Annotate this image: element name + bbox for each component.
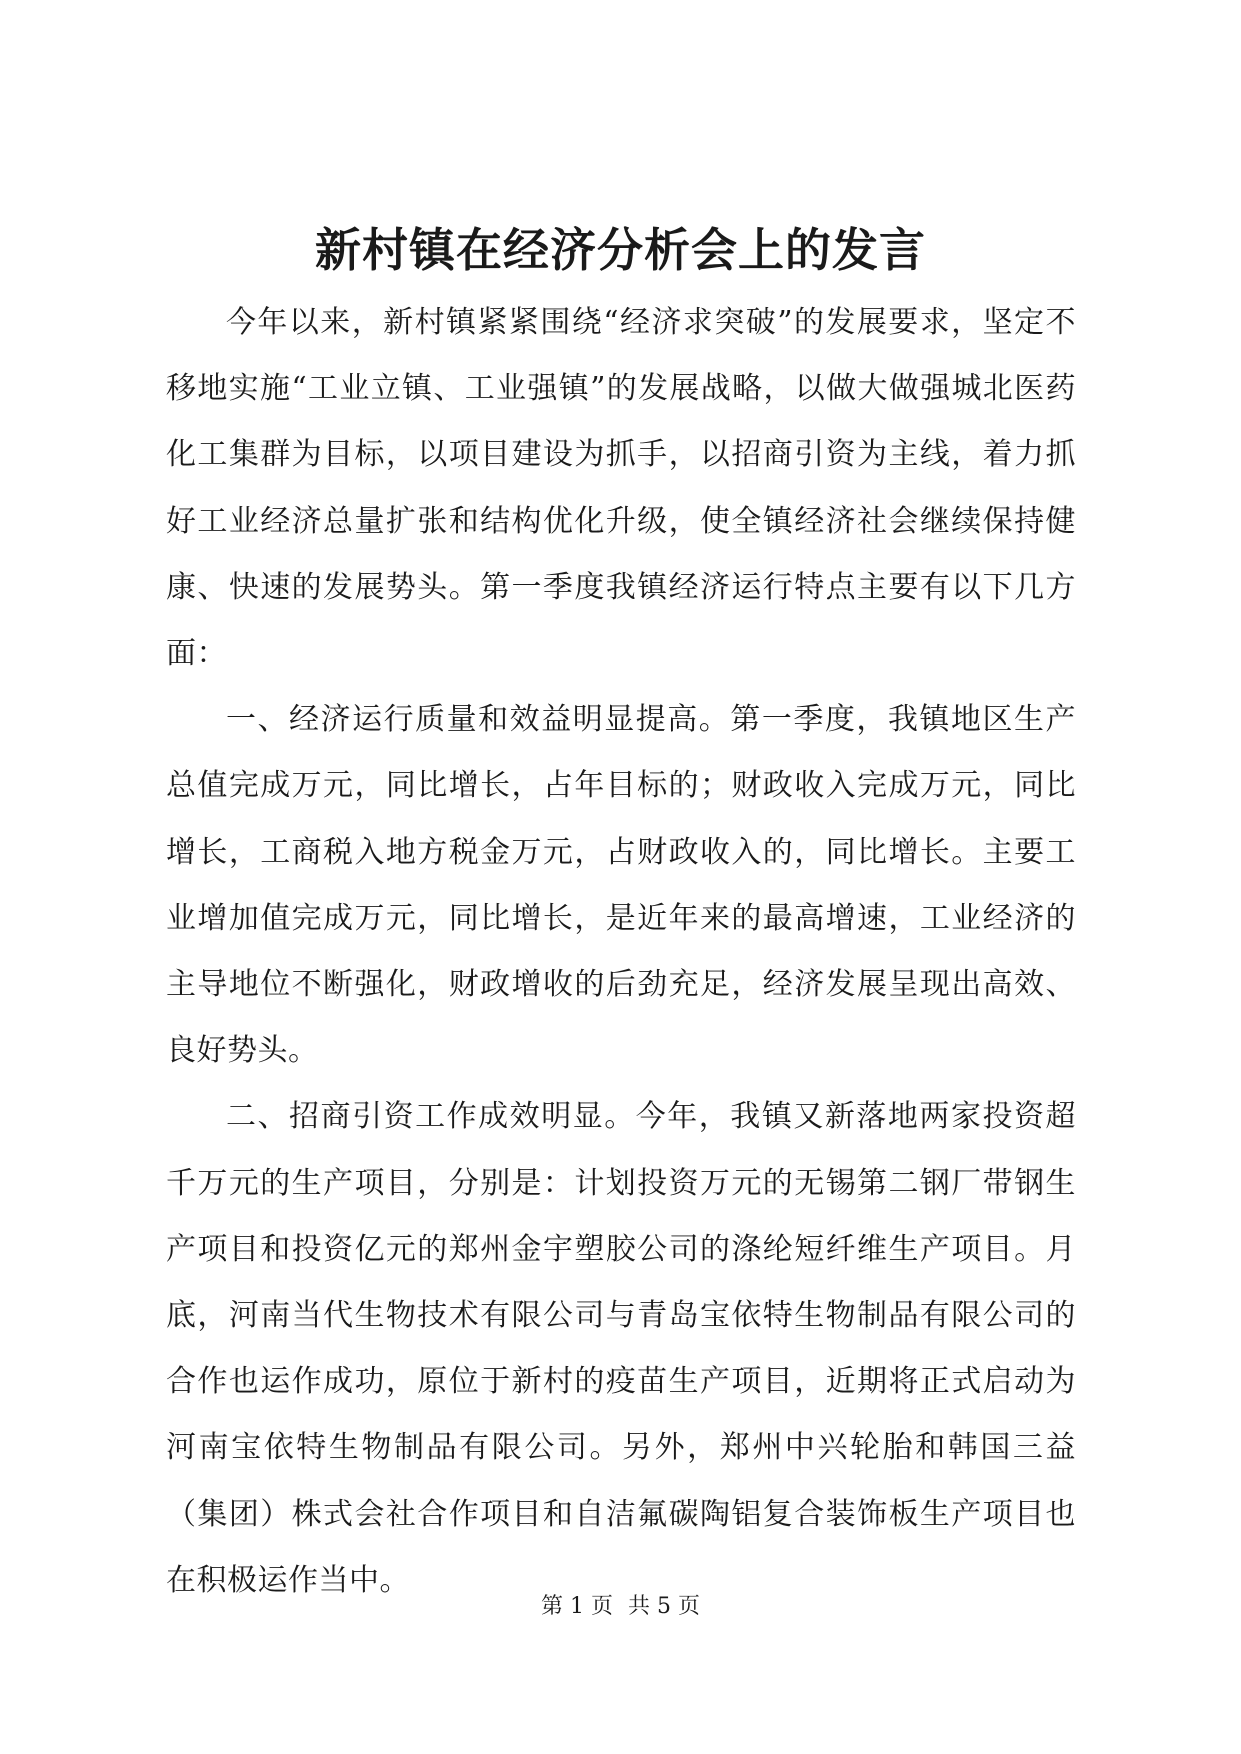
document-title: 新村镇在经济分析会上的发言	[315, 223, 926, 277]
page-footer	[0, 1592, 1241, 1622]
paragraph-economy: 一、经济运行质量和效益明显提高。第一季度，我镇地区生产总值完成万元，同比增长，占年目标的；财政收入完成万元，同比增长，工商税入地方税金万元，占财政收入的，同比增长。主要工业增加值完成万元，同比增长，是近年来的最高增速，工业经济的主导地位不断强化，财政增收的后劲充足，经济发展呈现出高效、良好势头。	[166, 702, 1076, 1069]
page-total: 共 5 页	[628, 1594, 700, 1619]
paragraph-intro: 今年以来，新村镇紧紧围绕“经济求突破”的发展要求，坚定不移地实施“工业立镇、工业强镇”的发展战略，以做大做强城北医药化工集群为目标，以项目建设为抓手，以招商引资为主线，着力抓好工业经济总量扩张和结构优化升级，使全镇经济社会继续保持健康、快速的发展势头。第一季度我镇经济运行特点主要有以下几方面：	[166, 305, 1076, 672]
paragraph-investment: 二、招商引资工作成效明显。今年，我镇又新落地两家投资超千万元的生产项目，分别是：计划投资万元的无锡第二钢厂带钢生产项目和投资亿元的郑州金宇塑胶公司的涤纶短纤维生产项目。月底，河南当代生物技术有限公司与青岛宝依特生物制品有限公司的合作也运作成功，原位于新村的疫苗生产项目，近期将正式启动为河南宝依特生物制品有限公司。另外，郑州中兴轮胎和韩国三益（集团）株式会社合作项目和自洁氟碳陶铝复合装饰板生产项目也在积极运作当中。	[166, 1099, 1076, 1598]
page-number: 第 1 页	[541, 1594, 613, 1619]
document-body	[166, 290, 1076, 1614]
